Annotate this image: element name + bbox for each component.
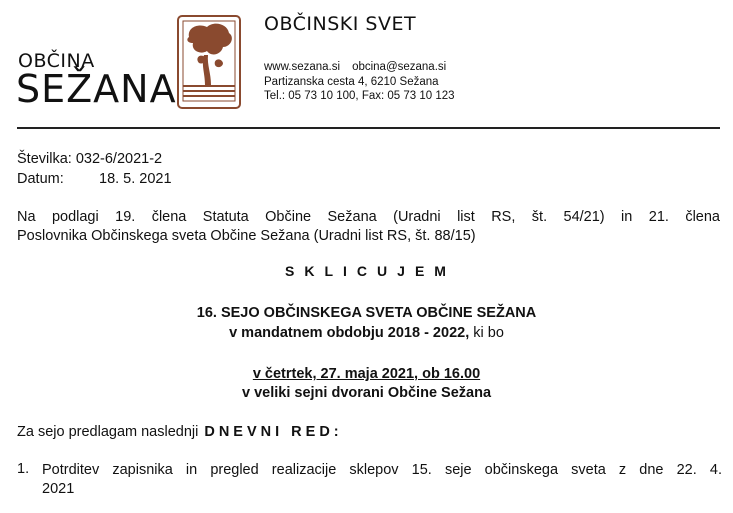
agenda-item (42, 461, 722, 499)
tree-emblem-icon (177, 15, 241, 109)
reference-block (17, 149, 172, 189)
intro-line1: Na podlagi 19. člena Statuta Občine Sežana (Uradni list RS, št. 54/21) in 21. člena (17, 209, 720, 225)
org-name-line2: SEŽANA (16, 67, 177, 111)
contact-block (264, 60, 524, 104)
agenda-item-number: 1. (17, 461, 30, 477)
number-value: 032-6/2021-2 (75, 151, 163, 167)
convene-heading: SKLICUJEM (285, 263, 456, 279)
header-divider (17, 127, 720, 129)
agenda-intro (17, 424, 343, 440)
session-location: v veliki sejni dvorani Občine Sežana (241, 385, 492, 401)
council-title: OBČINSKI SVET (264, 13, 417, 35)
agenda-heading: DNEVNI RED: (204, 424, 343, 440)
website-link[interactable]: www.sezana.si (264, 61, 341, 73)
session-period-normal: ki bo (473, 325, 504, 341)
agenda-item-line2: 2021 (42, 481, 75, 497)
intro-paragraph (17, 208, 720, 246)
session-datetime: v četrtek, 27. maja 2021, ob 16.00 (252, 366, 481, 382)
intro-line2: Poslovnika Občinskega sveta Občine Sežana (Uradni list RS, št. 88/15) (17, 228, 476, 244)
number-label: Številka: (17, 151, 72, 167)
session-period (0, 325, 733, 341)
agenda-intro-text: Za sejo predlagam naslednji (17, 424, 199, 440)
org-name-line1: OBČINA (18, 50, 95, 72)
session-title: 16. SEJO OBČINSKEGA SVETA OBČINE SEŽANA (196, 305, 537, 321)
date-value: 18. 5. 2021 (99, 171, 172, 187)
address: Partizanska cesta 4, 6210 Sežana (264, 75, 439, 88)
phone-fax: Tel.: 05 73 10 100, Fax: 05 73 10 123 (264, 90, 455, 102)
email-link[interactable]: obcina@sezana.si (352, 61, 447, 73)
agenda-item-line1: Potrditev zapisnika in pregled realizacije sklepov 15. seje občinskega sveta z dne 22. 4. (42, 462, 722, 478)
date-label: Datum: (17, 171, 64, 187)
session-period-bold: v mandatnem obdobju 2018 - 2022, (229, 325, 470, 341)
